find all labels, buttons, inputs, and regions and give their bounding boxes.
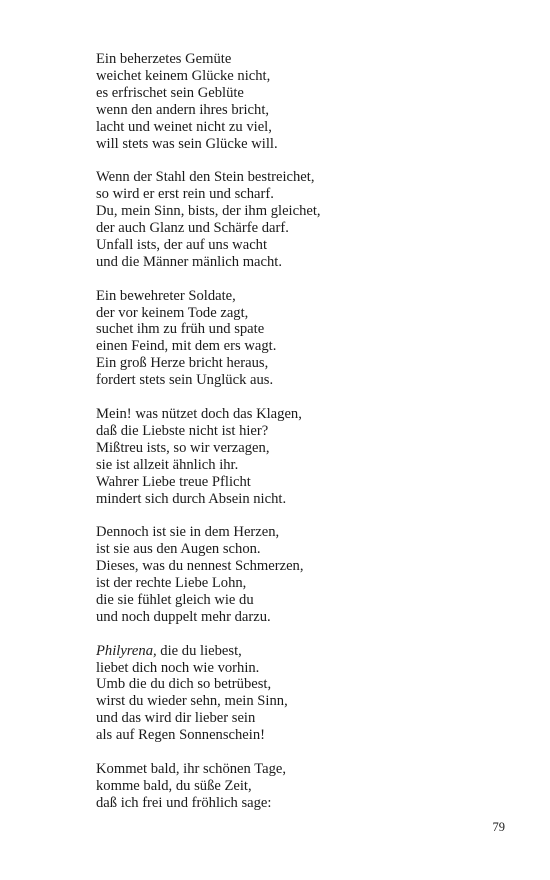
poem-line: Wenn der Stahl den Stein bestreichet, (96, 169, 315, 186)
poem-line: lacht und weinet nicht zu viel, (96, 118, 272, 135)
poem-line: Mißtreu ists, so wir verzagen, (96, 439, 270, 456)
poem-line: die sie fühlet gleich wie du (96, 591, 254, 608)
italic-name: Philyrena, (96, 642, 157, 659)
poem-line: Dieses, was du nennest Schmerzen, (96, 558, 304, 575)
poem-line: es erfrischet sein Geblüte (96, 84, 244, 101)
poem-line: wenn den andern ihres bricht, (96, 101, 270, 118)
poem-line: liebet dich noch wie vorhin. (96, 659, 260, 676)
stanza-4 (96, 406, 496, 507)
poem-line: daß ich frei und fröhlich sage: (96, 794, 272, 811)
poem-line: und die Männer mänlich macht. (96, 253, 283, 270)
poem-line: will stets was sein Glücke will. (96, 135, 278, 152)
poem-line: Kommet bald, ihr schönen Tage, (96, 760, 287, 777)
poem-line: suchet ihm zu früh und spate (96, 321, 265, 338)
poem-line: und noch duppelt mehr darzu. (96, 608, 271, 625)
poem-line: als auf Regen Sonnenschein! (96, 727, 265, 744)
poem-line: Unfall ists, der auf uns wacht (96, 236, 268, 253)
poem-line: komme bald, du süße Zeit, (96, 777, 252, 794)
poem-text (96, 51, 496, 812)
poem-line: der vor keinem Tode zagt, (96, 304, 249, 321)
stanza-2 (96, 169, 496, 270)
stanza-5 (96, 524, 496, 625)
poem-line: Ein beherzetes Gemüte (96, 51, 232, 67)
poem-line: Du, mein Sinn, bists, der ihm gleichet, (96, 203, 321, 220)
poem-line: Wahrer Liebe treue Pflicht (96, 473, 251, 490)
poem-line: ist der rechte Liebe Lohn, (96, 575, 247, 592)
stanza-3 (96, 288, 496, 389)
line-remainder: die du liebest, (156, 642, 242, 659)
poem-line: daß die Liebste nicht ist hier? (96, 422, 269, 439)
poem-line (96, 643, 496, 660)
stanza-7 (96, 761, 496, 812)
poem-line: fordert stets sein Unglück aus. (96, 372, 274, 389)
poem-line: Ein bewehreter Soldate, (96, 287, 236, 304)
poem-line: mindert sich durch Absein nicht. (96, 490, 287, 507)
poem-line: einen Feind, mit dem ers wagt. (96, 338, 277, 355)
poem-line: weichet keinem Glücke nicht, (96, 67, 271, 84)
poem-line: so wird er erst rein und scharf. (96, 186, 274, 203)
poem-line: und das wird dir lieber sein (96, 710, 256, 727)
poem-line: Dennoch ist sie in dem Herzen, (96, 524, 280, 541)
poem-line: sie ist allzeit ähnlich ihr. (96, 456, 239, 473)
poem-line: wirst du wieder sehn, mein Sinn, (96, 693, 288, 710)
poem-line: ist sie aus den Augen schon. (96, 541, 261, 558)
stanza-1 (96, 51, 496, 152)
poem-line: Mein! was nützet doch das Klagen, (96, 405, 302, 422)
poem-line: Umb die du dich so betrübest, (96, 676, 272, 693)
page-number: 79 (492, 820, 505, 834)
poem-line: Ein groß Herze bricht heraus, (96, 355, 269, 372)
poem-line: der auch Glanz und Schärfe darf. (96, 220, 289, 237)
stanza-6 (96, 643, 496, 744)
